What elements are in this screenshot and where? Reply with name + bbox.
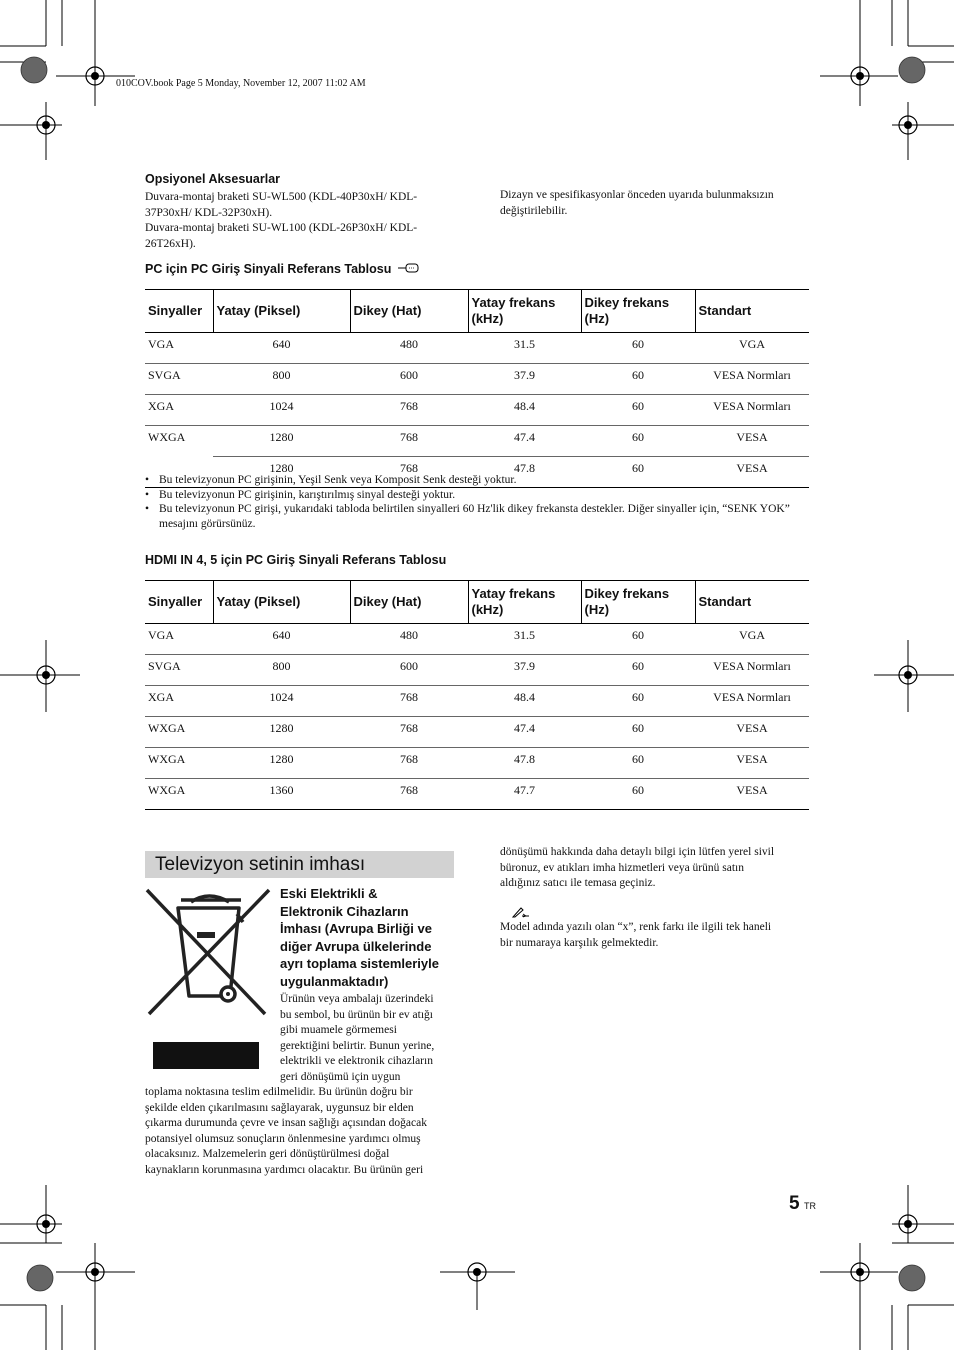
notes-list	[145, 473, 805, 531]
table-cell: 60	[581, 686, 695, 717]
body-line: olacaksınız. Malzemelerin geri dönüştürülmesi doğal	[145, 1148, 390, 1160]
table-cell: VESA Normları	[695, 364, 809, 395]
accessories-text	[145, 190, 465, 252]
table-cell: VGA	[695, 624, 809, 655]
page-language: TR	[804, 1201, 817, 1211]
table-cell: VGA	[145, 624, 213, 655]
body-line: bu sembol, bu ürünün bir ev atığı	[280, 1008, 433, 1021]
table-cell: WXGA	[145, 748, 213, 779]
body-line: potansiyel olumsuz sonuçların önlenmesine yardımcı olmuş	[145, 1132, 421, 1145]
table-row	[145, 655, 809, 686]
model-note	[500, 920, 820, 951]
table-cell: 600	[350, 655, 468, 686]
crossed-out-wheelie-bin-icon	[145, 888, 273, 1018]
table-row	[145, 779, 809, 810]
table1-title	[145, 262, 420, 276]
table-cell: VESA	[695, 457, 809, 488]
table-cell: XGA	[145, 686, 213, 717]
table1-header: Sinyaller	[145, 290, 213, 333]
table-cell: VGA	[695, 333, 809, 364]
table-cell: VESA	[695, 779, 809, 810]
body-line: Ürünün veya ambalajı üzerindeki	[280, 993, 434, 1005]
subtitle-line: uygulanmaktadır)	[280, 973, 389, 989]
table-cell: VESA	[695, 748, 809, 779]
table2-title: HDMI IN 4, 5 için PC Giriş Sinyali Referans Tablosu	[145, 553, 447, 567]
page-number	[789, 1193, 816, 1215]
table-cell: 60	[581, 717, 695, 748]
body-line: çıkarma durumunda çevre ve insan sağlığı açısından doğacak	[145, 1117, 427, 1129]
body-line: aldığınız satıcı ile temasa geçiniz.	[500, 877, 656, 889]
table-cell: 768	[350, 426, 468, 457]
table2-header: Dikey (Hat)	[350, 581, 468, 624]
disposal-subtitle	[280, 885, 458, 990]
table-cell: 48.4	[468, 686, 581, 717]
table-cell: 37.9	[468, 655, 581, 686]
table-cell: VESA Normları	[695, 686, 809, 717]
table-cell: VGA	[145, 333, 213, 364]
table-cell: 768	[350, 457, 468, 488]
table-row	[145, 717, 809, 748]
table1	[145, 289, 809, 488]
table-cell: 800	[213, 655, 350, 686]
table-cell: 60	[581, 624, 695, 655]
table-cell: 47.8	[468, 748, 581, 779]
table-cell: 60	[581, 364, 695, 395]
pencil-note-icon	[512, 906, 530, 918]
pc-input-icon	[398, 262, 420, 274]
table-cell: 768	[350, 779, 468, 810]
table-cell: 768	[350, 748, 468, 779]
table-cell: 60	[581, 333, 695, 364]
list-item: • Bu televizyonun PC girişinin, karıştırılmış sinyal desteği yoktur.	[145, 488, 805, 503]
table-cell: 640	[213, 624, 350, 655]
table1-header: Yatay (Piksel)	[213, 290, 350, 333]
section-title: Televizyon setinin imhası	[145, 851, 454, 878]
table-cell: SVGA	[145, 364, 213, 395]
table-cell: 47.7	[468, 779, 581, 810]
table-cell: 600	[350, 364, 468, 395]
table-cell: 31.5	[468, 624, 581, 655]
subtitle-line: İmhası (Avrupa Birliği ve	[280, 921, 432, 936]
table-cell: WXGA	[148, 430, 186, 444]
table-cell: 800	[213, 364, 350, 395]
table2-header: Yatay (Piksel)	[213, 581, 350, 624]
table-row	[145, 686, 809, 717]
table-row	[145, 426, 809, 457]
table-cell: 60	[581, 655, 695, 686]
list-item: • Bu televizyonun PC girişinin, Yeşil Senk veya Komposit Senk desteği yoktur.	[145, 473, 805, 488]
accessories-line: 37P30xH/ KDL-32P30xH).	[145, 206, 273, 219]
table-cell: SVGA	[145, 655, 213, 686]
body-line: gerektiğini belirtir. Bunun yerine,	[280, 1039, 435, 1052]
table2-header: Sinyaller	[145, 581, 213, 624]
table-cell: XGA	[145, 395, 213, 426]
spec-note-line: değiştirilebilir.	[500, 204, 568, 217]
body-line: geri dönüşümü için uygun	[280, 1070, 401, 1083]
body-line: şekilde elden çıkarılmasını sağlayarak, uygunsuz bir elden	[145, 1101, 414, 1114]
table-cell: VESA Normları	[695, 395, 809, 426]
table1-header: Dikey frekans (Hz)	[581, 290, 695, 333]
table1-title-text: PC için PC Giriş Sinyali Referans Tablosu	[145, 262, 392, 276]
table2-header: Standart	[695, 581, 809, 624]
table-cell: 640	[213, 333, 350, 364]
table-cell: WXGA	[145, 779, 213, 810]
body-line: gibi muamele görmemesi	[280, 1024, 397, 1036]
table-row	[145, 333, 809, 364]
table-cell: 1024	[213, 686, 350, 717]
book-header: 010COV.book Page 5 Monday, November 12, 2007 11:02 AM	[116, 78, 366, 89]
subtitle-line: Elektronik Cihazların	[280, 903, 409, 919]
table-row	[145, 395, 809, 426]
body-line: büronuz, ev atıkları imha hizmetleri veya ürünü satın	[500, 861, 744, 874]
table-cell: VESA Normları	[695, 655, 809, 686]
subtitle-line: Eski Elektrikli &	[280, 886, 378, 901]
table-cell: 48.4	[468, 395, 581, 426]
table-cell: 47.4	[468, 717, 581, 748]
accessories-line: Duvara-montaj braketi SU-WL500 (KDL-40P30xH/ KDL-	[145, 191, 418, 203]
disposal-wide-text	[145, 1085, 465, 1178]
table-cell: 60	[581, 395, 695, 426]
table-cell: 768	[350, 717, 468, 748]
table-cell: 60	[581, 779, 695, 810]
accessories-line: Duvara-montaj braketi SU-WL100 (KDL-26P30xH/ KDL-	[145, 222, 418, 234]
right-col-text	[500, 845, 820, 892]
list-item: • Bu televizyonun PC girişi, yukarıdaki tabloda belirtilen sinyalleri 60 Hz'lik dikey frekansta destekler. Diğer sinyaller için, “SENK YOK” mesajını görürsünüz.	[145, 502, 805, 531]
disposal-narrow-text	[280, 992, 460, 1085]
accessories-line: 26T26xH).	[145, 237, 196, 250]
table-cell: 37.9	[468, 364, 581, 395]
table-cell: 60	[581, 748, 695, 779]
table-cell: 1280	[213, 457, 350, 488]
table-cell: 1280	[213, 748, 350, 779]
accessories-title: Opsiyonel Aksesuarlar	[145, 172, 281, 186]
table1-header: Standart	[695, 290, 809, 333]
body-line: kaynakların korunmasına yardımcı olacaktır. Bu ürünün geri	[145, 1163, 424, 1176]
table-cell: VESA	[695, 426, 809, 457]
table2	[145, 580, 809, 810]
table1-header: Dikey (Hat)	[350, 290, 468, 333]
subtitle-line: diğer Avrupa ülkelerinde	[280, 938, 432, 954]
table-cell: 31.5	[468, 333, 581, 364]
table-cell: 1024	[213, 395, 350, 426]
table-cell: 480	[350, 333, 468, 364]
spec-note	[500, 188, 820, 219]
table-row	[145, 364, 809, 395]
table-cell: 60	[581, 426, 695, 457]
table-cell: 768	[350, 395, 468, 426]
subtitle-line: ayrı toplama sistemleriyle	[280, 956, 439, 971]
black-bar	[153, 1042, 259, 1069]
table-cell: 1360	[213, 779, 350, 810]
table-cell: 47.4	[468, 426, 581, 457]
table-cell: 768	[350, 686, 468, 717]
table-cell: 1280	[213, 426, 350, 457]
note-line: Model adında yazılı olan “x”, renk farkı ile ilgili tek haneli	[500, 921, 772, 933]
table-cell: 47.8	[468, 457, 581, 488]
table-cell: VESA	[695, 717, 809, 748]
page-number-digit: 5	[789, 1193, 800, 1214]
body-line: elektrikli ve elektronik cihazların	[280, 1055, 433, 1067]
note-line: bir numaraya karşılık gelmektedir.	[500, 936, 659, 949]
body-line: toplama noktasına teslim edilmelidir. Bu ürünün doğru bir	[145, 1086, 413, 1098]
table-cell: WXGA	[145, 717, 213, 748]
table-cell: 1280	[213, 717, 350, 748]
spec-note-line: Dizayn ve spesifikasyonlar önceden uyarıda bulunmaksızın	[500, 189, 774, 201]
table1-header: Yatay frekans (kHz)	[468, 290, 581, 333]
table-cell: 60	[581, 457, 695, 488]
table2-header: Yatay frekans (kHz)	[468, 581, 581, 624]
table-cell: 480	[350, 624, 468, 655]
table-row	[145, 748, 809, 779]
table2-header: Dikey frekans (Hz)	[581, 581, 695, 624]
table-row	[145, 624, 809, 655]
body-line: dönüşümü hakkında daha detaylı bilgi için lütfen yerel sivil	[500, 846, 775, 858]
